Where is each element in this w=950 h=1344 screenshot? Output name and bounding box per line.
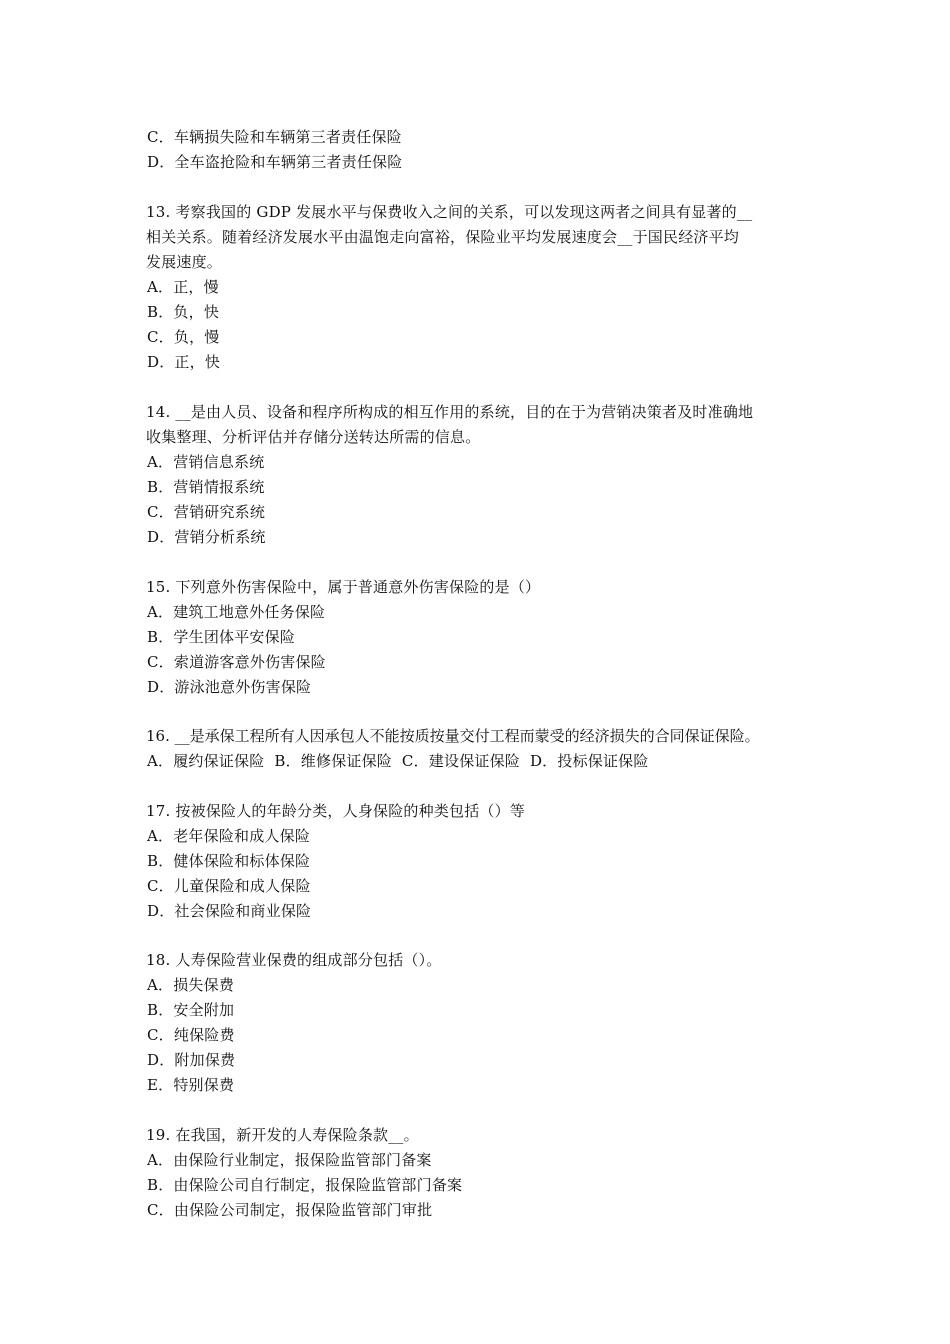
q18-option-e: E．特别保费 bbox=[147, 1076, 235, 1094]
q14-option-d: D．营销分析系统 bbox=[147, 528, 266, 546]
q18-option-c: C．纯保险费 bbox=[147, 1026, 235, 1044]
q13-stem-line-1: 13. 考察我国的 GDP 发展水平与保费收入之间的关系，可以发现这两者之间具有显著的__ bbox=[146, 203, 753, 221]
q16-options: A．履约保证保险 B．维修保证保险 C．建设保证保险 D．投标保证保险 bbox=[147, 752, 649, 770]
q15-stem: 15. 下列意外伤害保险中，属于普通意外伤害保险的是（） bbox=[146, 578, 541, 596]
q17-option-d: D．社会保险和商业保险 bbox=[147, 902, 312, 920]
q13-option-c: C．负，慢 bbox=[147, 328, 220, 346]
q13-option-b: B．负，快 bbox=[147, 303, 220, 321]
q17-option-c: C．儿童保险和成人保险 bbox=[147, 877, 311, 895]
q18-option-a: A．损失保费 bbox=[147, 976, 235, 994]
q12-option-d: D．全车盗抢险和车辆第三者责任保险 bbox=[147, 153, 403, 171]
q14-stem-line-2: 收集整理、分析评估并存储分送转达所需的信息。 bbox=[146, 428, 481, 446]
q15-option-c: C．索道游客意外伤害保险 bbox=[147, 653, 326, 671]
q15-option-a: A．建筑工地意外任务保险 bbox=[147, 603, 326, 621]
q19-option-a: A．由保险行业制定，报保险监管部门备案 bbox=[147, 1151, 432, 1169]
q17-option-a: A．老年保险和成人保险 bbox=[147, 827, 311, 845]
q19-option-b: B．由保险公司自行制定，报保险监管部门备案 bbox=[147, 1176, 463, 1194]
q14-stem-line-1: 14. __是由人员、设备和程序所构成的相互作用的系统，目的在于为营销决策者及时准确地 bbox=[146, 403, 754, 421]
q14-option-a: A．营销信息系统 bbox=[147, 453, 265, 471]
q13-stem-line-3: 发展速度。 bbox=[146, 253, 223, 271]
q12-option-c: C．车辆损失险和车辆第三者责任保险 bbox=[147, 128, 402, 146]
q18-stem: 18. 人寿保险营业保费的组成部分包括（）。 bbox=[146, 951, 442, 969]
q13-option-a: A．正，慢 bbox=[147, 278, 219, 296]
q18-option-d: D．附加保费 bbox=[147, 1051, 236, 1069]
q19-option-c: C．由保险公司制定，报保险监管部门审批 bbox=[147, 1201, 433, 1219]
q17-option-b: B．健体保险和标体保险 bbox=[147, 852, 311, 870]
q14-option-c: C．营销研究系统 bbox=[147, 503, 266, 521]
q14-option-b: B．营销情报系统 bbox=[147, 478, 265, 496]
q13-stem-line-2: 相关关系。随着经济发展水平由温饱走向富裕，保险业平均发展速度会__于国民经济平均 bbox=[146, 228, 740, 246]
q17-stem: 17. 按被保险人的年龄分类，人身保险的种类包括（）等 bbox=[146, 802, 526, 820]
q13-option-d: D．正，快 bbox=[147, 353, 221, 371]
q15-option-d: D．游泳池意外伤害保险 bbox=[147, 678, 312, 696]
q19-stem: 19. 在我国，新开发的人寿保险条款__。 bbox=[146, 1126, 419, 1144]
q18-option-b: B．安全附加 bbox=[147, 1001, 235, 1019]
q16-stem: 16. __是承保工程所有人因承包人不能按质按量交付工程而蒙受的经济损失的合同保证保险。 bbox=[146, 727, 760, 745]
q15-option-b: B．学生团体平安保险 bbox=[147, 628, 296, 646]
